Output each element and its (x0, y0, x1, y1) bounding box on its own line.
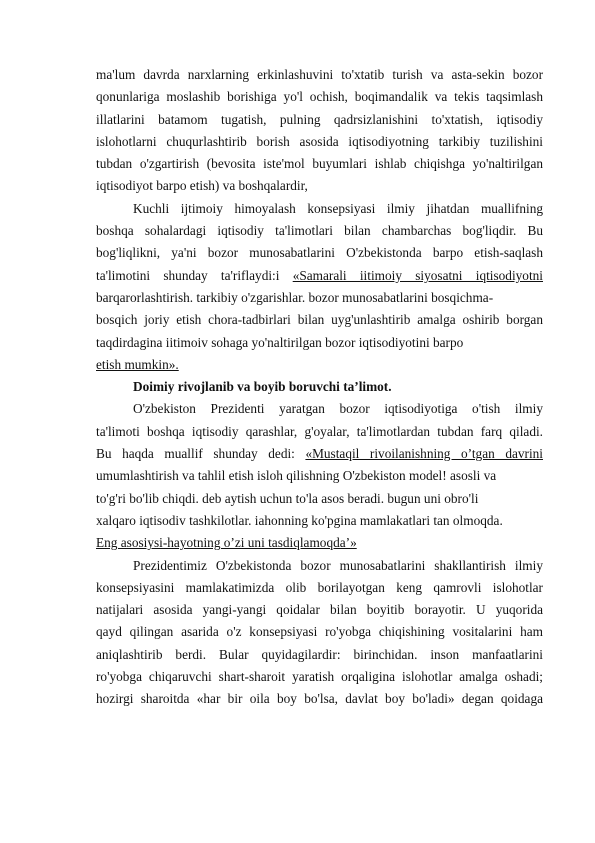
text-line: tubdan o'zgartirish (bevosita iste'mol buyumlari ishlab chiqishga yo'naltirilgan (96, 156, 543, 172)
quote-segment: «Mustaqil rivoilanishning o’tgan davrini (305, 446, 543, 462)
text-line (96, 265, 543, 287)
quote-end-line: etish mumkin». (96, 356, 179, 372)
quote-segment: «Samarali iitimoiy siyosatni iqtisodiyotni (292, 267, 543, 283)
section-heading: Doimiy rivojlanib va boyib boruvchi ta’limot. (133, 379, 392, 395)
text-line (96, 443, 543, 465)
text-line: islohotlarni chuqurlashtirib borish asosida iqtisodiyotning tarkibiy tuzilishini (96, 133, 543, 149)
paragraph-start-line: Prezidentimiz O'zbekistonda bozor munosabatlarini shakllantirish ilmiy (133, 557, 543, 573)
text-line: qayd qilingan asarida o'z konsepsiyasi ro'yobga chiqishining vositalarini ham (96, 624, 543, 640)
text-line: ro'yobga chiqaruvchi shart-sharoit yaratish orqaligina islohotlar amalga oshadi; (96, 669, 543, 685)
text-line: taqdirdagina iitimoiv sohaga yo'naltirilgan bozor iqtisodiyotini barpo (96, 334, 464, 350)
document-page (96, 64, 543, 711)
text-line: ma'lum davrda narxlarning erkinlashuvini to'xtatib turish va asta-sekin bozor (96, 67, 543, 82)
quote-end-line: Eng asosiysi-hayotning o’zi uni tasdiqlamoqda’» (96, 535, 357, 551)
text-line: umumlashtirish va tahlil etish isloh qilishning O'zbekiston model! asosli va (96, 468, 497, 484)
text-line: hozirgi sharoitda «har bir oila boy bo'lsa, davlat boy bo'ladi» degan qoidaga (96, 691, 543, 707)
text-line: bosqich joriy etish chora-tadbirlari bilan uyg'unlashtirib amalga oshirib borgan (96, 312, 543, 328)
text-line: bog'liqlikni, ya'ni bozor munosabatlarini O'zbekistonda barpo etish-saqlash (96, 245, 543, 261)
text-line: barqarorlashtirish. tarkibiy o'zgarishlar. bozor munosabatlarini bosqichma- (96, 289, 494, 305)
paragraph-start-line: Kuchli ijtimoiy himoyalash konsepsiyasi ilmiy jihatdan muallifning (133, 200, 543, 216)
text-segment: ta'limotini shunday ta'riflaydi:i (96, 267, 293, 283)
text-segment: Bu haqda muallif shunday dedi: (96, 446, 306, 462)
text-line: boshqa sohalardagi iqtisodiy ta'limotlari bilan chambarchas bog'liqdir. Bu (96, 223, 543, 239)
text-line: konsepsiyasini mamlakatimizda olib borilayotgan keng qamrovli islohotlar (96, 579, 543, 595)
text-line: qonunlariga moslashib borishiga yo'l ochish, boqimandalik va tekis taqsimlash (96, 89, 543, 105)
text-line: xalqaro iqtisodiv tashkilotlar. iahonning ko'pgina mamlakatlari tan olmoqda. (96, 512, 503, 528)
text-line: natijalari asosida yangi-yangi qoidalar bilan boyitib borayotir. U yuqorida (96, 602, 543, 618)
paragraph-start-line: O'zbekiston Prezidenti yaratgan bozor iqtisodiyotiga o'tish ilmiy (133, 401, 543, 417)
text-line: illatlarini batamom tugatish, pulning qadrsizlanishini to'xtatish, iqtisodiy (96, 111, 543, 127)
text-line: to'g'ri bo'lib chiqdi. deb aytish uchun to'la asos beradi. bugun uni obro'li (96, 490, 479, 506)
text-line: aniqlashtirib berdi. Bular quyidagilardir: birinchidan. inson manfaatlarini (96, 646, 543, 662)
text-line: ta'limoti boshqa iqtisodiy qarashlar, g'oyalar, ta'limotlardan tubdan farq qiladi. (96, 423, 543, 439)
text-line: iqtisodiyot barpo etish) va boshqalardir, (96, 178, 308, 194)
